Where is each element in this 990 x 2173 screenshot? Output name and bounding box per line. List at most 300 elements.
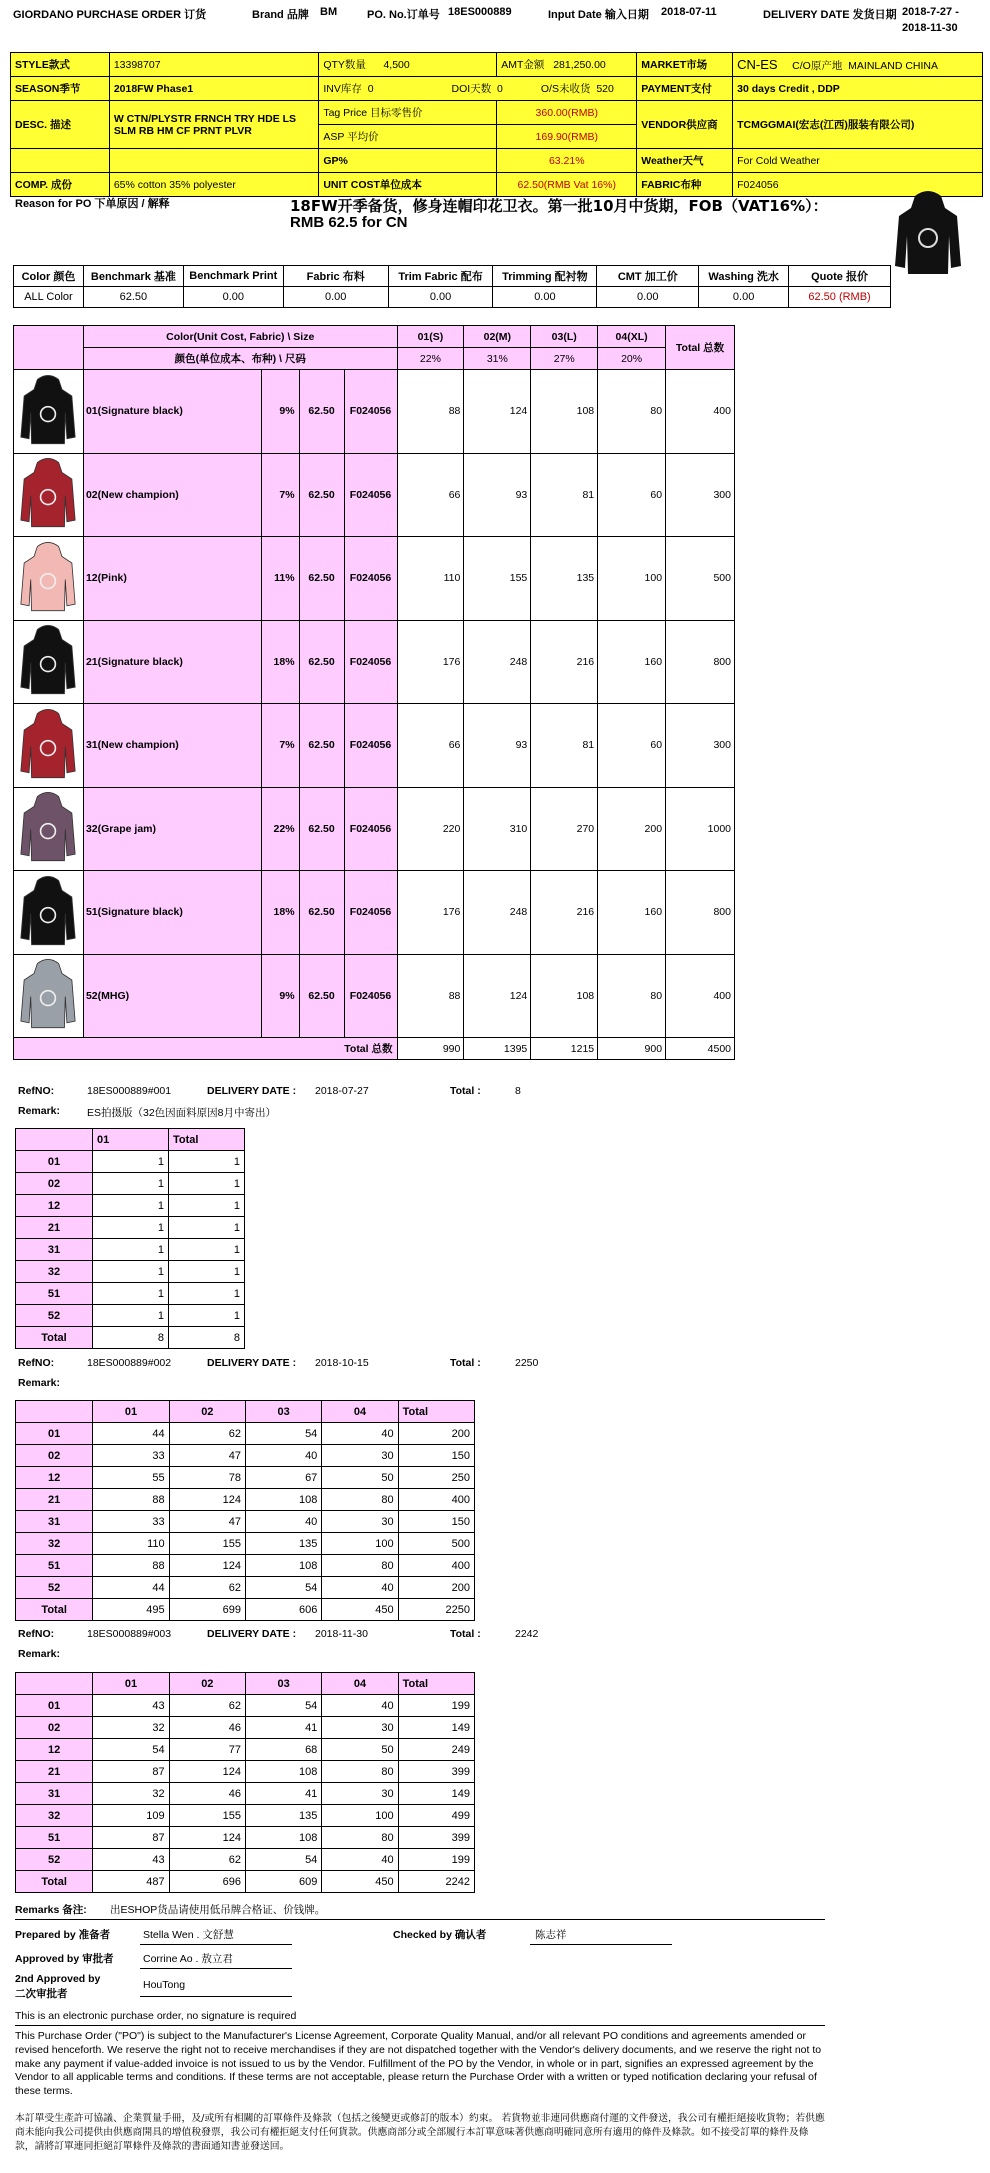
sub-qty: 249 xyxy=(398,1739,474,1761)
sub-qty: 100 xyxy=(322,1805,398,1827)
ref-table-2 xyxy=(15,1400,475,1621)
desc-line-1: W CTN/PLYSTR FRNCH TRY HDE LS xyxy=(113,112,297,125)
refno-1: 18ES000889#001 xyxy=(87,1085,172,1097)
unit-cost: 62.50 xyxy=(299,370,344,454)
sub-row xyxy=(16,1151,245,1173)
sub-row xyxy=(16,1239,245,1261)
sub-row-label: 01 xyxy=(16,1695,93,1717)
sub-header: 04 xyxy=(322,1401,398,1423)
sub-qty: 495 xyxy=(93,1599,169,1621)
size-qty: 60 xyxy=(598,704,666,788)
sub-row-label: 31 xyxy=(16,1783,93,1805)
sub-qty: 100 xyxy=(322,1533,398,1555)
size-qty: 88 xyxy=(397,370,464,454)
size-qty: 248 xyxy=(464,620,531,704)
color-name: 31(New champion) xyxy=(83,704,261,788)
weather-label: Weather天气 xyxy=(637,149,733,173)
fabric-code: F024056 xyxy=(344,453,397,537)
sub-row-label: 01 xyxy=(16,1423,93,1445)
sub-qty: 41 xyxy=(245,1717,321,1739)
sub-row-label: 51 xyxy=(16,1827,93,1849)
asp-value: 169.90(RMB) xyxy=(497,125,637,149)
sub-row xyxy=(16,1445,475,1467)
color-name: 52(MHG) xyxy=(83,954,261,1038)
sub-qty: 1 xyxy=(169,1305,245,1327)
co-value: MAINLAND CHINA xyxy=(848,59,939,72)
row-total: 300 xyxy=(666,453,735,537)
benchmark-header-8: Quote 报价 xyxy=(789,266,891,287)
sub-row xyxy=(16,1805,475,1827)
color-percent: 7% xyxy=(261,453,299,537)
matrix-row xyxy=(14,620,735,704)
po-info-table xyxy=(10,52,983,197)
approved-label: Approved by 审批者 xyxy=(15,1953,114,1965)
sub-row xyxy=(16,1761,475,1783)
sub-qty: 77 xyxy=(169,1739,245,1761)
remarks-value: 出ESHOP货品请使用低吊牌合格证、价钱牌。 xyxy=(110,1904,326,1916)
benchmark-value-2: 0.00 xyxy=(183,287,283,308)
market-cell xyxy=(733,53,983,77)
sub-row xyxy=(16,1261,245,1283)
sub-row xyxy=(16,1739,475,1761)
fabric-code: F024056 xyxy=(344,620,397,704)
sub-header: 01 xyxy=(93,1673,169,1695)
sub-qty: 88 xyxy=(93,1489,169,1511)
total-header: Total 总数 xyxy=(666,326,735,370)
os-value: 520 xyxy=(596,83,614,95)
benchmark-header-3: Fabric 布料 xyxy=(283,266,388,287)
sub-qty: 30 xyxy=(322,1783,398,1805)
sub-qty: 1 xyxy=(169,1151,245,1173)
sub-qty: 124 xyxy=(169,1555,245,1577)
benchmark-value-1: 62.50 xyxy=(83,287,183,308)
approved2-label-1: 2nd Approved by xyxy=(15,1973,101,1985)
sub-qty: 450 xyxy=(322,1599,398,1621)
sub-qty: 150 xyxy=(398,1445,474,1467)
size-ratio-03: 27% xyxy=(531,348,598,370)
sub-header: Total xyxy=(169,1129,245,1151)
benchmark-header-row xyxy=(14,266,891,287)
hoodie-icon xyxy=(18,373,78,447)
hoodie-icon xyxy=(18,957,78,1031)
delivery-date-3: 2018-11-30 xyxy=(315,1628,368,1640)
color-percent: 22% xyxy=(261,787,299,871)
sub-row xyxy=(16,1327,245,1349)
benchmark-header-5: Trimming 配衬物 xyxy=(493,266,597,287)
sub-header-row xyxy=(16,1129,245,1151)
fabric-code: F024056 xyxy=(344,370,397,454)
benchmark-table xyxy=(13,265,891,308)
market-value: CN-ES xyxy=(737,56,778,72)
sub-qty: 1 xyxy=(93,1305,169,1327)
sub-qty: 1 xyxy=(169,1173,245,1195)
sub-qty: 68 xyxy=(245,1739,321,1761)
size-ratio-02: 31% xyxy=(464,348,531,370)
sub-row-label: 02 xyxy=(16,1717,93,1739)
season-label: SEASON季节 xyxy=(11,77,110,101)
refno-2: 18ES000889#002 xyxy=(87,1357,172,1369)
color-swatch-image xyxy=(14,620,84,704)
sub-qty: 2242 xyxy=(398,1871,474,1893)
sub-qty: 54 xyxy=(245,1577,321,1599)
color-name: 32(Grape jam) xyxy=(83,787,261,871)
approved-value: Corrine Ao . 敖立君 xyxy=(143,1953,233,1965)
matrix-row xyxy=(14,704,735,788)
sub-corner xyxy=(16,1673,93,1695)
product-image xyxy=(893,188,963,278)
gp-spacer-2 xyxy=(109,149,319,173)
sub-qty: 1 xyxy=(93,1217,169,1239)
sub-qty: 155 xyxy=(169,1533,245,1555)
sub-qty: 80 xyxy=(322,1761,398,1783)
color-swatch-image xyxy=(14,871,84,955)
reason-line-1: 18FW开季备货，修身连帽印花卫衣。第一批10月中货期，FOB（VAT16%）： xyxy=(290,197,828,215)
sub-qty: 1 xyxy=(93,1283,169,1305)
brand-value: BM xyxy=(320,6,338,18)
unit-cost: 62.50 xyxy=(299,787,344,871)
sub-qty: 1 xyxy=(169,1261,245,1283)
sub-row-label: 32 xyxy=(16,1533,93,1555)
sub-qty: 109 xyxy=(93,1805,169,1827)
matrix-total-04: 900 xyxy=(598,1038,666,1060)
amt-cell xyxy=(497,53,637,77)
size-qty: 93 xyxy=(464,453,531,537)
size-ratio-01: 22% xyxy=(397,348,464,370)
row-total: 300 xyxy=(666,704,735,788)
size-qty: 108 xyxy=(531,370,598,454)
size-qty: 248 xyxy=(464,871,531,955)
remarks-label: Remarks 备注: xyxy=(15,1904,87,1916)
electronic-note: This is an electronic purchase order, no signature is required xyxy=(15,2010,297,2022)
approved2-label-2: 二次审批者 xyxy=(15,1988,68,2000)
sub-qty: 40 xyxy=(322,1849,398,1871)
input-date-label: Input Date 输入日期 xyxy=(548,9,649,21)
sub-qty: 1 xyxy=(93,1239,169,1261)
sub-qty: 399 xyxy=(398,1761,474,1783)
sub-qty: 135 xyxy=(245,1805,321,1827)
desc-label: DESC. 描述 xyxy=(11,101,110,149)
matrix-total-row xyxy=(14,1038,735,1060)
sub-qty: 87 xyxy=(93,1761,169,1783)
sub-qty: 696 xyxy=(169,1871,245,1893)
sub-row xyxy=(16,1577,475,1599)
fabric-code: F024056 xyxy=(344,954,397,1038)
sub-row xyxy=(16,1849,475,1871)
size-header-03: 03(L) xyxy=(531,326,598,348)
matrix-corner xyxy=(14,326,84,370)
sub-row-label: 51 xyxy=(16,1283,93,1305)
sub-qty: 32 xyxy=(93,1717,169,1739)
sub-row-label: 52 xyxy=(16,1577,93,1599)
total-2: 2250 xyxy=(515,1357,539,1369)
sub-header: 03 xyxy=(245,1401,321,1423)
sub-row-label: 31 xyxy=(16,1511,93,1533)
size-qty: 310 xyxy=(464,787,531,871)
size-qty: 66 xyxy=(397,453,464,537)
fabric-value: F024056 xyxy=(733,173,983,197)
unit-cost-label: UNIT COST单位成本 xyxy=(319,173,497,197)
sub-qty: 1 xyxy=(169,1283,245,1305)
color-name: 51(Signature black) xyxy=(83,871,261,955)
sub-qty: 40 xyxy=(322,1577,398,1599)
color-swatch-image xyxy=(14,954,84,1038)
sub-header: 01 xyxy=(93,1401,169,1423)
tag-price-value: 360.00(RMB) xyxy=(497,101,637,125)
color-swatch-image xyxy=(14,787,84,871)
doi-value: 0 xyxy=(497,83,503,95)
sub-qty: 46 xyxy=(169,1783,245,1805)
ref-table-3 xyxy=(15,1672,475,1893)
sub-row xyxy=(16,1783,475,1805)
sub-row-label: 02 xyxy=(16,1445,93,1467)
sub-row-label: 12 xyxy=(16,1467,93,1489)
sub-qty: 8 xyxy=(93,1327,169,1349)
sub-row xyxy=(16,1489,475,1511)
size-qty: 176 xyxy=(397,871,464,955)
inv-label: INV库存 xyxy=(323,83,362,95)
os-label: O/S未收货 xyxy=(540,83,591,95)
unit-cost: 62.50 xyxy=(299,620,344,704)
sub-qty: 1 xyxy=(169,1239,245,1261)
sub-qty: 30 xyxy=(322,1717,398,1739)
sub-qty: 1 xyxy=(93,1261,169,1283)
checked-label: Checked by 确认者 xyxy=(393,1929,487,1941)
delivery-date-label: DELIVERY DATE 发货日期 xyxy=(763,9,897,21)
qty-value: 4,500 xyxy=(383,59,410,71)
input-date: 2018-07-11 xyxy=(661,6,717,18)
payment-value: 30 days Credit , DDP xyxy=(733,77,983,101)
benchmark-header-7: Washing 洗水 xyxy=(699,266,789,287)
sub-qty: 199 xyxy=(398,1695,474,1717)
size-qty: 93 xyxy=(464,704,531,788)
sub-header: 03 xyxy=(245,1673,321,1695)
color-swatch-image xyxy=(14,704,84,788)
color-percent: 9% xyxy=(261,370,299,454)
sub-qty: 67 xyxy=(245,1467,321,1489)
unit-cost: 62.50 xyxy=(299,453,344,537)
desc-cell xyxy=(109,101,319,149)
sub-qty: 78 xyxy=(169,1467,245,1489)
sub-qty: 149 xyxy=(398,1717,474,1739)
checked-value: 陈志祥 xyxy=(535,1929,567,1941)
size-qty: 100 xyxy=(598,537,666,621)
sub-qty: 43 xyxy=(93,1695,169,1717)
sub-qty: 87 xyxy=(93,1827,169,1849)
sub-qty: 44 xyxy=(93,1423,169,1445)
sub-row xyxy=(16,1467,475,1489)
sub-qty: 62 xyxy=(169,1849,245,1871)
approved2-value: HouTong xyxy=(143,1979,186,1991)
sub-header: 02 xyxy=(169,1673,245,1695)
unit-cost: 62.50 xyxy=(299,537,344,621)
sub-header: Total xyxy=(398,1673,474,1695)
gp-value: 63.21% xyxy=(497,149,637,173)
remark-label-1: Remark: xyxy=(18,1105,61,1117)
remark-label-3: Remark: xyxy=(18,1648,61,1660)
size-qty: 108 xyxy=(531,954,598,1038)
delivery-date-2: 2018-10-15 xyxy=(315,1357,369,1369)
hoodie-icon xyxy=(18,456,78,530)
remark-label-2: Remark: xyxy=(18,1377,61,1389)
refno-label-1: RefNO: xyxy=(18,1085,55,1097)
sub-qty: 108 xyxy=(245,1555,321,1577)
matrix-total-03: 1215 xyxy=(531,1038,598,1060)
row-total: 800 xyxy=(666,871,735,955)
sub-qty: 46 xyxy=(169,1717,245,1739)
gp-label: GP% xyxy=(319,149,497,173)
amt-label: AMT金额 xyxy=(501,59,545,71)
po-title: GIORDANO PURCHASE ORDER 订货 xyxy=(13,9,207,21)
size-qty: 160 xyxy=(598,620,666,704)
sub-row-label: 01 xyxy=(16,1151,93,1173)
ref-table-1 xyxy=(15,1128,245,1349)
sub-qty: 41 xyxy=(245,1783,321,1805)
sub-row xyxy=(16,1533,475,1555)
size-header-02: 02(M) xyxy=(464,326,531,348)
prepared-label: Prepared by 准备者 xyxy=(15,1929,111,1941)
hoodie-icon xyxy=(893,188,963,278)
total-label-3: Total : xyxy=(450,1628,481,1640)
size-qty: 200 xyxy=(598,787,666,871)
size-qty: 270 xyxy=(531,787,598,871)
sub-qty: 606 xyxy=(245,1599,321,1621)
total-label-2: Total : xyxy=(450,1357,481,1369)
sub-qty: 399 xyxy=(398,1827,474,1849)
payment-label: PAYMENT支付 xyxy=(637,77,733,101)
style-value: 13398707 xyxy=(109,53,319,77)
size-qty: 80 xyxy=(598,954,666,1038)
sub-row-label: 02 xyxy=(16,1173,93,1195)
co-label: C/O原产地 xyxy=(792,59,843,72)
size-header-04: 04(XL) xyxy=(598,326,666,348)
sub-qty: 30 xyxy=(322,1445,398,1467)
inv-cell xyxy=(319,77,637,101)
matrix-row xyxy=(14,370,735,454)
size-qty: 124 xyxy=(464,954,531,1038)
size-qty: 160 xyxy=(598,871,666,955)
sub-qty: 609 xyxy=(245,1871,321,1893)
unit-cost: 62.50 xyxy=(299,871,344,955)
sub-qty: 62 xyxy=(169,1695,245,1717)
sub-qty: 33 xyxy=(93,1445,169,1467)
sub-qty: 108 xyxy=(245,1489,321,1511)
matrix-total-01: 990 xyxy=(397,1038,464,1060)
size-qty: 216 xyxy=(531,871,598,955)
benchmark-header-0: Color 颜色 xyxy=(14,266,84,287)
color-name: 21(Signature black) xyxy=(83,620,261,704)
color-percent: 18% xyxy=(261,871,299,955)
sub-header: 04 xyxy=(322,1673,398,1695)
terms-chinese: 本訂單受生產許可協議、企業質量手冊，及/或所有相關的訂單條件及條款（包括之後變更或修訂的版本）約束。 若貨物並非連同供應商付運的文件發送，我公司有權拒絕接收貨物；若供應商未能向我公司提供由供應商開具的增值稅發票，我公司有權拒絕支付任何貨款。供應商部分或全部履行本訂單意味著供應商明確同意所有適用的條件及條款。如不接受訂單的條件及條款，請將訂單連同拒絕訂單條件及條款的書面通知書並發送回。 xyxy=(15,2113,825,2152)
sub-row xyxy=(16,1695,475,1717)
sub-qty: 30 xyxy=(322,1511,398,1533)
color-percent: 18% xyxy=(261,620,299,704)
fabric-code: F024056 xyxy=(344,871,397,955)
sub-qty: 44 xyxy=(93,1577,169,1599)
sub-row-label: 51 xyxy=(16,1555,93,1577)
hoodie-icon xyxy=(18,540,78,614)
matrix-row xyxy=(14,787,735,871)
matrix-title-2: 颜色(单位成本、布种) \ 尺码 xyxy=(83,348,397,370)
sub-qty: 62 xyxy=(169,1423,245,1445)
benchmark-header-1: Benchmark 基准 xyxy=(83,266,183,287)
sub-row-label: 12 xyxy=(16,1739,93,1761)
vendor-label: VENDOR供应商 xyxy=(637,101,733,149)
vendor-value: TCMGGMAI(宏志(江西)服装有限公司) xyxy=(733,101,983,149)
row-total: 1000 xyxy=(666,787,735,871)
hoodie-icon xyxy=(18,707,78,781)
color-percent: 7% xyxy=(261,704,299,788)
sub-qty: 499 xyxy=(398,1805,474,1827)
sub-header-row xyxy=(16,1673,475,1695)
brand-label: Brand 品牌 xyxy=(252,9,309,21)
sub-row xyxy=(16,1283,245,1305)
sub-qty: 47 xyxy=(169,1445,245,1467)
total-3: 2242 xyxy=(515,1628,539,1640)
sub-qty: 2250 xyxy=(398,1599,474,1621)
sub-qty: 47 xyxy=(169,1511,245,1533)
sub-qty: 40 xyxy=(245,1445,321,1467)
benchmark-value-0: ALL Color xyxy=(14,287,84,308)
remark-1: ES拍摄版（32色因面料原因8月中寄出） xyxy=(87,1107,277,1119)
size-qty: 155 xyxy=(464,537,531,621)
matrix-row xyxy=(14,537,735,621)
delivery-label-3: DELIVERY DATE : xyxy=(207,1628,297,1640)
size-header-01: 01(S) xyxy=(397,326,464,348)
sub-qty: 43 xyxy=(93,1849,169,1871)
refno-label-3: RefNO: xyxy=(18,1628,55,1640)
qty-cell xyxy=(319,53,497,77)
sub-row-label: Total xyxy=(16,1871,93,1893)
color-percent: 9% xyxy=(261,954,299,1038)
sub-qty: 40 xyxy=(322,1695,398,1717)
refno-3: 18ES000889#003 xyxy=(87,1628,172,1640)
size-qty: 66 xyxy=(397,704,464,788)
sub-row-label: 21 xyxy=(16,1761,93,1783)
size-qty: 135 xyxy=(531,537,598,621)
reason-line-2: RMB 62.5 for CN xyxy=(290,214,408,231)
size-qty: 81 xyxy=(531,453,598,537)
sub-row-label: 32 xyxy=(16,1805,93,1827)
fabric-code: F024056 xyxy=(344,704,397,788)
color-swatch-image xyxy=(14,370,84,454)
sub-header: 01 xyxy=(93,1129,169,1151)
unit-cost: 62.50 xyxy=(299,704,344,788)
color-percent: 11% xyxy=(261,537,299,621)
sub-qty: 54 xyxy=(93,1739,169,1761)
sub-row-label: 21 xyxy=(16,1489,93,1511)
size-qty: 220 xyxy=(397,787,464,871)
fabric-label: FABRIC布种 xyxy=(637,173,733,197)
unit-cost: 62.50 xyxy=(299,954,344,1038)
delivery-date-1: 2018-07-27 xyxy=(315,1085,369,1097)
total-label-1: Total : xyxy=(450,1085,481,1097)
sub-qty: 40 xyxy=(322,1423,398,1445)
benchmark-header-6: CMT 加工价 xyxy=(597,266,699,287)
sub-qty: 400 xyxy=(398,1555,474,1577)
color-swatch-image xyxy=(14,453,84,537)
tag-price-label: Tag Price 目标零售价 xyxy=(319,101,497,125)
sub-row-label: Total xyxy=(16,1327,93,1349)
matrix-row xyxy=(14,954,735,1038)
hoodie-icon xyxy=(18,623,78,697)
benchmark-value-5: 0.00 xyxy=(493,287,597,308)
matrix-row xyxy=(14,871,735,955)
benchmark-value-7: 0.00 xyxy=(699,287,789,308)
sub-row xyxy=(16,1217,245,1239)
sub-qty: 400 xyxy=(398,1489,474,1511)
sub-qty: 200 xyxy=(398,1577,474,1599)
